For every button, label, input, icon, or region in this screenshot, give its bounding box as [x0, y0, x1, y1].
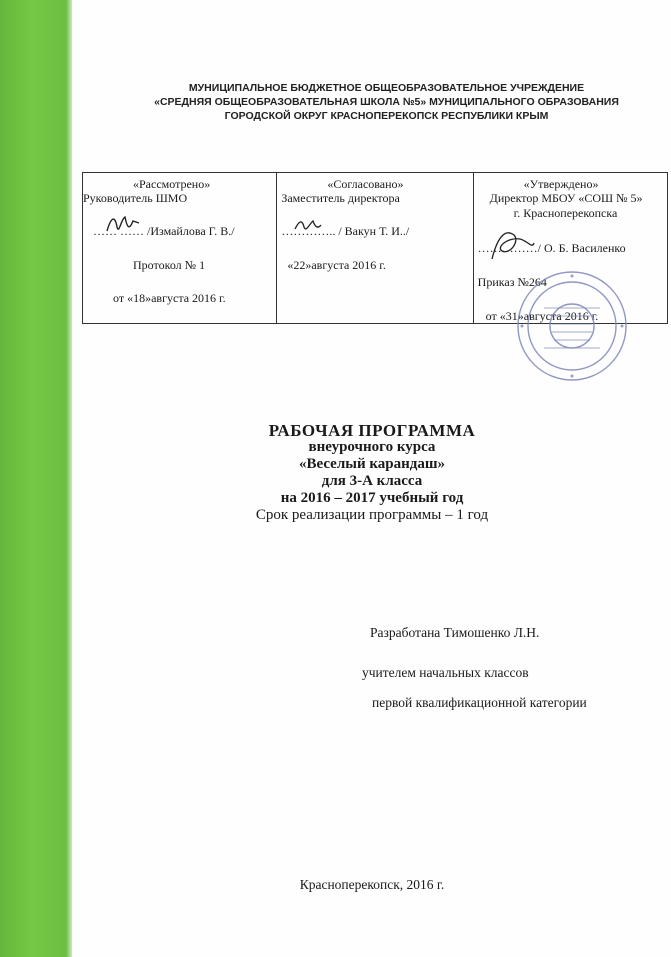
header-line-2: «СРЕДНЯЯ ОБЩЕОБРАЗОВАТЕЛЬНАЯ ШКОЛА №5» МУНИЦИПАЛЬНОГО ОБРАЗОВАНИЯ: [154, 96, 619, 108]
agreed-role: Заместитель директора: [281, 191, 400, 205]
institution-header: [102, 81, 671, 123]
approved-role: Директор МБОУ «СОШ № 5»: [489, 191, 643, 205]
reviewed-signature-line: …… …… /Измайлова Г. В./: [93, 224, 235, 238]
author-position: учителем начальных классов: [362, 665, 529, 680]
reviewed-signature-icon: [105, 213, 141, 237]
author-name: Разработана Тимошенко Л.Н.: [370, 625, 540, 640]
program-title-block: [172, 422, 572, 524]
approved-title: «Утверждено»: [523, 177, 599, 191]
place-and-year: Красноперекопск, 2016 г.: [299, 877, 445, 892]
agreed-signature-icon: [293, 215, 323, 235]
class-name: для 3-А класса: [321, 473, 423, 489]
agreed-column: [277, 173, 473, 323]
academic-year: на 2016 – 2017 учебный год: [280, 490, 464, 506]
approved-signature-icon: [488, 225, 538, 265]
reviewed-role: Руководитель ШМО: [83, 191, 188, 205]
header-line-3: ГОРОДСКОЙ ОКРУГ КРАСНОПЕРЕКОПСК РЕСПУБЛИКИ КРЫМ: [224, 110, 549, 122]
reviewed-protocol: Протокол № 1: [133, 258, 206, 272]
school-seal-stamp-icon: [514, 268, 630, 384]
author-qualification: первой квалификационной категории: [372, 695, 587, 710]
course-name: «Веселый карандаш»: [298, 456, 445, 472]
agreed-title: «Согласовано»: [327, 177, 404, 191]
header-line-1: МУНИЦИПАЛЬНОЕ БЮДЖЕТНОЕ ОБЩЕОБРАЗОВАТЕЛЬНОЕ УЧРЕЖДЕНИЕ: [188, 82, 585, 94]
program-title: РАБОЧАЯ ПРОГРАММА: [268, 421, 476, 440]
approved-order: Приказ №264: [477, 275, 547, 289]
approved-date: от «31»августа 2016 г.: [485, 309, 599, 323]
approved-city: г. Красноперекопска: [513, 206, 618, 220]
reviewed-title: «Рассмотрено»: [133, 177, 211, 191]
green-binding-strip: [0, 0, 72, 957]
course-type: внеурочного курса: [308, 439, 436, 455]
implementation-period: Срок реализации программы – 1 год: [255, 507, 489, 523]
agreed-signature-line: ………….. / Вакун Т. И../: [281, 224, 410, 238]
reviewed-date: от «18»августа 2016 г.: [113, 291, 226, 305]
agreed-date: «22»августа 2016 г.: [287, 258, 386, 272]
document-page: [72, 0, 671, 957]
reviewed-column: [83, 173, 277, 323]
approved-signature-line: ……………/ О. Б. Василенко: [477, 241, 626, 255]
